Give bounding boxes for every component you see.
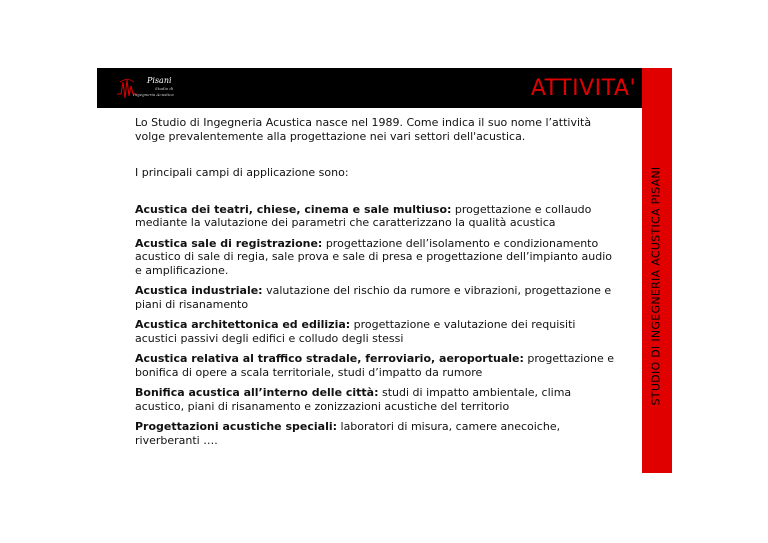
list-item bbox=[135, 420, 615, 447]
item-title: Acustica industriale: bbox=[135, 284, 263, 297]
list-item bbox=[135, 318, 615, 345]
side-bar-text: STUDIO DI INGEGNERIA ACUSTICA PISANI bbox=[649, 166, 663, 406]
item-title: Acustica dei teatri, chiese, cinema e sale multiuso: bbox=[135, 202, 452, 216]
item-title: Acustica relativa al traffico stradale, ferroviario, aeroportuale: bbox=[135, 352, 524, 365]
list-item bbox=[135, 284, 615, 311]
logo-name: Pisani bbox=[147, 76, 172, 85]
lead-paragraph: I principali campi di applicazione sono: bbox=[135, 166, 349, 179]
item-title: Progettazioni acustiche speciali: bbox=[135, 420, 338, 433]
item-text: laboratori di misura, camere anecoiche, riverberanti …. bbox=[135, 420, 561, 447]
header-bar bbox=[97, 68, 642, 108]
list-item bbox=[135, 237, 615, 278]
item-title: Acustica architettonica ed edilizia: bbox=[135, 318, 351, 331]
logo-subtitle-2: Ingegneria Acustica bbox=[133, 92, 174, 97]
item-text: studi di impatto ambientale, clima acustico, piani di risanamento e zonizzazioni acustiche del territorio bbox=[135, 386, 572, 413]
intro-paragraph: Lo Studio di Ingegneria Acustica nasce nel 1989. Come indica il suo nome l’attività volge prevalentemente alla progettazione nei vari settori dell'acustica. bbox=[135, 116, 592, 143]
item-text: progettazione e collaudo mediante la valutazione dei parametri che caratterizzano la qualità acustica bbox=[135, 202, 592, 229]
item-title: Bonifica acustica all’interno delle città: bbox=[135, 386, 379, 399]
item-text: valutazione del rischio da rumore e vibrazioni, progettazione e piani di risanamento bbox=[135, 284, 612, 311]
item-text: progettazione e valutazione dei requisiti acustici passivi degli edifici e colludo degli stessi bbox=[135, 318, 576, 345]
item-text: progettazione dell’isolamento e condizionamento acustico di sale di regia, sale prova e sale di presa e progettazione dell’impianto audio e amplificazione. bbox=[135, 236, 613, 277]
logo-subtitle: Studio di bbox=[155, 86, 174, 91]
list-item bbox=[135, 203, 615, 230]
item-title: Acustica sale di registrazione: bbox=[135, 236, 323, 250]
main-content bbox=[135, 116, 615, 447]
list-item bbox=[135, 386, 615, 413]
list-item bbox=[135, 352, 615, 379]
page-title: ATTIVITA' bbox=[530, 76, 636, 101]
studio-logo bbox=[117, 76, 187, 104]
sound-wave-icon bbox=[117, 76, 147, 102]
item-text: progettazione e bonifica di opere a scala territoriale, studi d’impatto da rumore bbox=[135, 352, 615, 379]
